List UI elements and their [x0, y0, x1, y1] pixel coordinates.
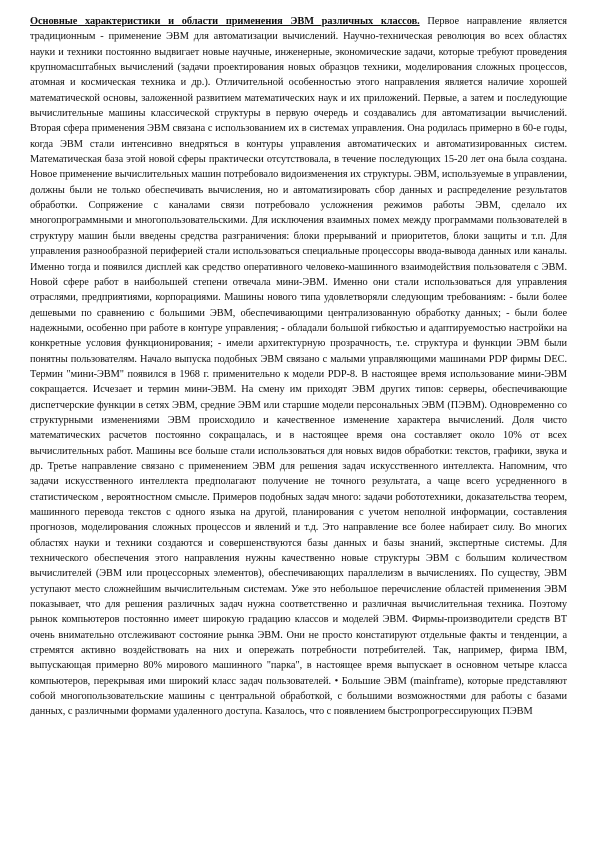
section-heading: Основные характеристики и области применения ЭВМ различных классов. [30, 16, 420, 27]
body-text: Первое направление является традиционным - применение ЭВМ для автоматизации вычислений. Научно-техническая революция во всех областях науки и техники постоянно выдвигает новые научные, инженерные, экономические задачи, которые требуют проведения крупномасштабных вычислений (задачи проектирования новых образцов техники, моделирования сложных процессов, атомная и космическая техника и др.). Отличительной особенностью этого направления является наличие хорошей математической основы, заложенной развитием математических наук и их приложений. Первые, а затем и последующие вычислительные машины классической структуры в первую очередь и создавались для автоматизации вычислений. Вторая сфера применения ЭВМ связана с использованием их в системах управления. Она родилась примерно в 60-е годы, когда ЭВМ стали интенсивно внедряться в контуры управления автоматических и автоматизированных систем. Математическая база этой новой сферы практически отсутствовала, в течение последующих 15-20 лет она была создана. Новое применение вычислительных машин потребовало видоизменения их структуры. ЭВМ, используемые в управлении, должны были не только обеспечивать вычисления, но и автоматизировать сбор данных и распределение результатов обработки. Сопряжение с каналами связи потребовало усложнения режимов работы ЭВМ, сделало их многопрограммными и многопользовательскими. Для исключения взаимных помех между программами пользователей в структуру машин были введены средства разграничения: блоки прерываний и приоритетов, блоки защиты и т.п. Для управления разнообразной периферией стали использоваться специальные процессоры ввода-вывода данных или каналы. Именно тогда и появился дисплей как средство оперативного человеко-машинного взаимодействия пользователя с ЭВМ. Новой сфере работ в наибольшей степени отвечала мини-ЭВМ. Именно они стали использоваться для управления отраслями, предприятиями, корпорациями. Машины нового типа удовлетворяли следующим требованиям: - были более дешевыми по сравнению с большими ЭВМ, обеспечивающими централизованную обработку данных; - были более надежными, особенно при работе в контуре управления; - обладали большой гибкостью и адаптируемостью настройки на конкретные условия функционирования; - имели архитектурную прозрачность, т.е. структура и функции ЭВМ были понятны пользователям. Начало выпуска подобных ЭВМ связано с малыми управляющими машинами PDP фирмы DEC. Термин "мини-ЭВМ" появился в 1968 г. применительно к модели PDP-8. В настоящее время использование мини-ЭВМ сокращается. Исчезает и термин мини-ЭВМ. На смену им приходят ЭВМ других типов: серверы, обеспечивающие диспетчерские функции в сетях ЭВМ, средние ЭВМ или старшие модели персональных ЭВМ (ПЭВМ). Одновременно со структурными изменениями ЭВМ происходило и качественное изменение характера вычислений. Доля чисто математических расчетов постоянно сокращалась, и в настоящее время она составляет около 10% от всех вычислительных работ. Машины все больше стали использоваться для новых видов обработки: текстов, графики, звука и др. Третье направление связано с применением ЭВМ для решения задач искусственного интеллекта. Напомним, что задачи искусственного интеллекта предполагают получение не точного результата, а чаще всего усредненного в статистическом , вероятностном смысле. Примеров подобных задач много: задачи робототехники, доказательства теорем, машинного перевода текстов с одного языка на другой, планирования с учетом неполной информации, составления прогнозов, моделирования сложных процессов и явлений и т.д. Это направление все более набирает силу. Во многих областях науки и техники создаются и совершенствуются базы данных и базы знаний, экспертные системы. Для технического обеспечения этого направления нужны качественно новые структуры ЭВМ с большим количеством вычислителей (ЭВМ или процессорных элементов), обеспечивающих параллелизм в вычислениях. По существу, ЭВМ уступают место сложнейшим вычислительным системам. Уже это небольшое перечисление областей применения ЭВМ показывает, что для решения различных задач нужна соответственно и различная вычислительная техника. Поэтому рынок компьютеров постоянно имеет широкую градацию классов и моделей ЭВМ. Фирмы-производители средств ВТ очень внимательно отслеживают состояние рынка ЭВМ. Они не просто констатируют отдельные факты и тенденции, а стремятся активно воздействовать на них и опережать потребности потребителей. Так, например, фирма IBM, выпускающая примерно 80% мирового машинного "парка", в настоящее время выпускает в основном четыре класса компьютеров, перекрывая ими широкий класс задач пользователей. • Большие ЭВМ (mainframe), которые представляют собой многопользовательские машины с центральной обработкой, с большими возможностями для работы с базами данных, с различными формами удаленного доступа. Казалось, что с появлением быстропрогрессирующих ПЭВМ [30, 16, 567, 718]
document-paragraph [30, 14, 567, 720]
